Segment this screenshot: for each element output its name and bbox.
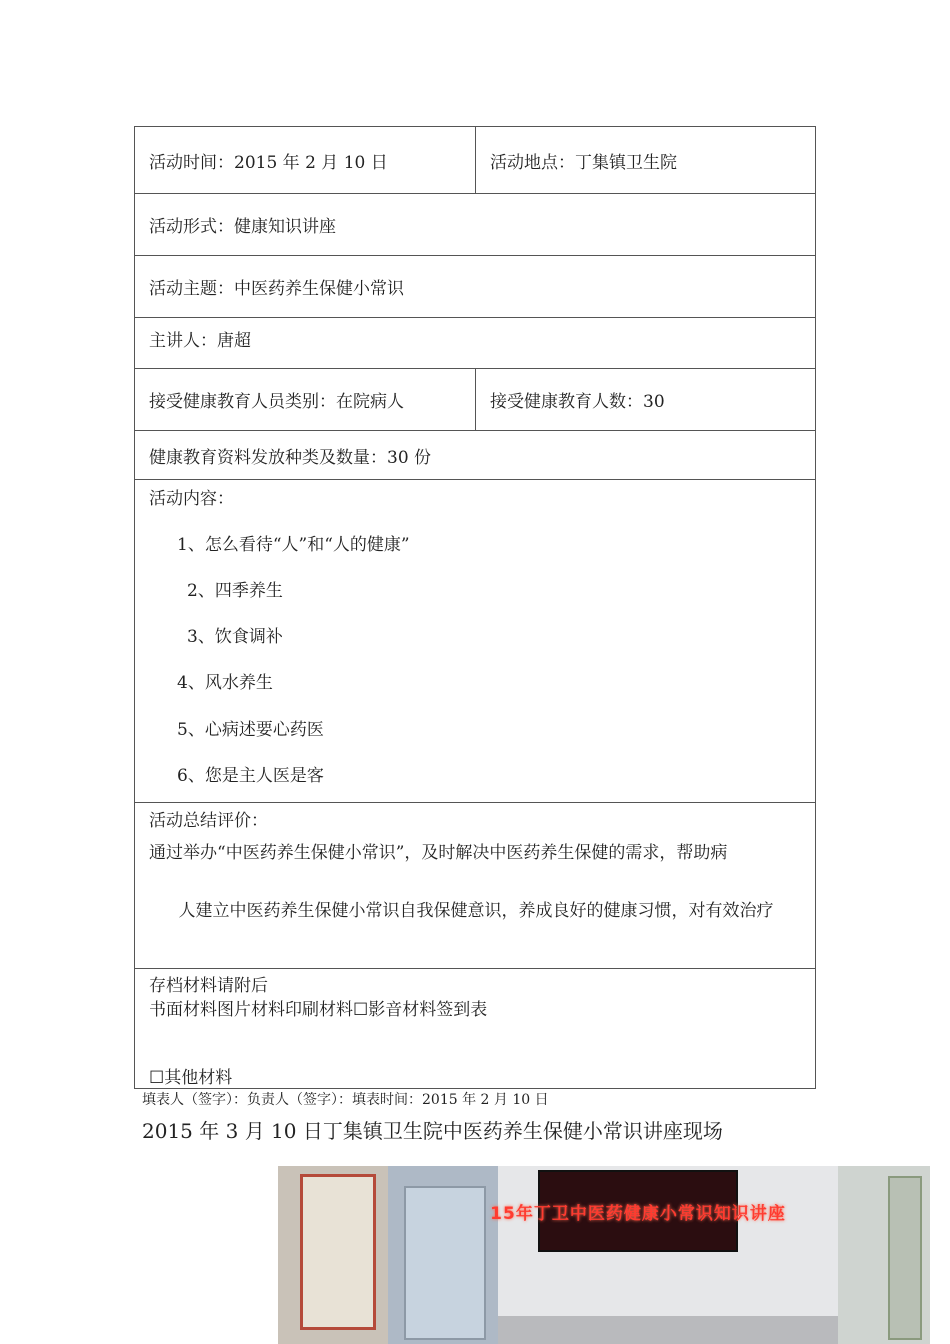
summary-text-1: 通过举办“中医药养生保健小常识”，及时解决中医药养生保健的需求，帮助病 — [149, 843, 728, 863]
content-label: 活动内容： — [149, 489, 234, 509]
signature-line: 填表人（签字）：负责人（签字）：填表时间：2015 年 2 月 10 日 — [142, 1092, 549, 1108]
lecture-photo — [278, 1166, 930, 1344]
content-item: 6、您是主人医是客 — [177, 766, 324, 786]
summary-label: 活动总结评价： — [149, 811, 268, 831]
archive-options: 书面材料图片材料印刷材料☐影音材料签到表 — [149, 1000, 488, 1020]
activity-theme: 活动主题：中医药养生保健小常识 — [149, 279, 404, 299]
photo-door-panel — [888, 1176, 922, 1340]
speaker: 主讲人：唐超 — [149, 331, 251, 351]
photo-window-pane — [404, 1186, 486, 1340]
photo-poster — [300, 1174, 376, 1330]
row-format — [135, 194, 815, 256]
photo-window — [388, 1166, 498, 1344]
row-theme — [135, 256, 815, 318]
content-item: 1、怎么看待“人”和“人的健康” — [177, 535, 410, 555]
audience-type: 接受健康教育人员类别：在院病人 — [149, 392, 404, 412]
photo-floor — [498, 1316, 838, 1344]
photo-wall-left — [278, 1166, 388, 1344]
summary-text-2: 人建立中医药养生保健小常识自我保健意识，养成良好的健康习惯，对有效治疗 — [178, 901, 774, 921]
photo-door — [838, 1166, 930, 1344]
content-item: 3、饮食调补 — [187, 627, 283, 647]
led-sign-text: 15年丁卫中医药健康小常识知识讲座 — [490, 1203, 786, 1224]
archive-other: ☐其他材料 — [149, 1068, 233, 1088]
row-audience — [135, 369, 815, 431]
archive-label: 存档材料请附后 — [149, 976, 268, 996]
led-sign — [490, 1170, 786, 1252]
row-content — [135, 480, 815, 803]
content-item: 2、四季养生 — [187, 581, 283, 601]
row-materials — [135, 431, 815, 480]
audience-count: 接受健康教育人数：30 — [475, 369, 815, 430]
activity-format: 活动形式：健康知识讲座 — [149, 217, 336, 237]
content-item: 5、心病述要心药医 — [177, 720, 324, 740]
photo-caption: 2015 年 3 月 10 日丁集镇卫生院中医药养生保健小常识讲座现场 — [142, 1119, 723, 1143]
row-summary — [135, 803, 815, 969]
activity-location: 活动地点：丁集镇卫生院 — [475, 127, 815, 193]
materials-distributed: 健康教育资料发放种类及数量：30 份 — [149, 447, 432, 468]
content-item: 4、风水养生 — [177, 673, 273, 693]
row-time-location — [135, 127, 815, 194]
row-archive — [135, 969, 815, 1090]
activity-record-form — [134, 126, 816, 1089]
row-speaker — [135, 318, 815, 369]
activity-time: 活动时间：2015 年 2 月 10 日 — [149, 152, 388, 173]
